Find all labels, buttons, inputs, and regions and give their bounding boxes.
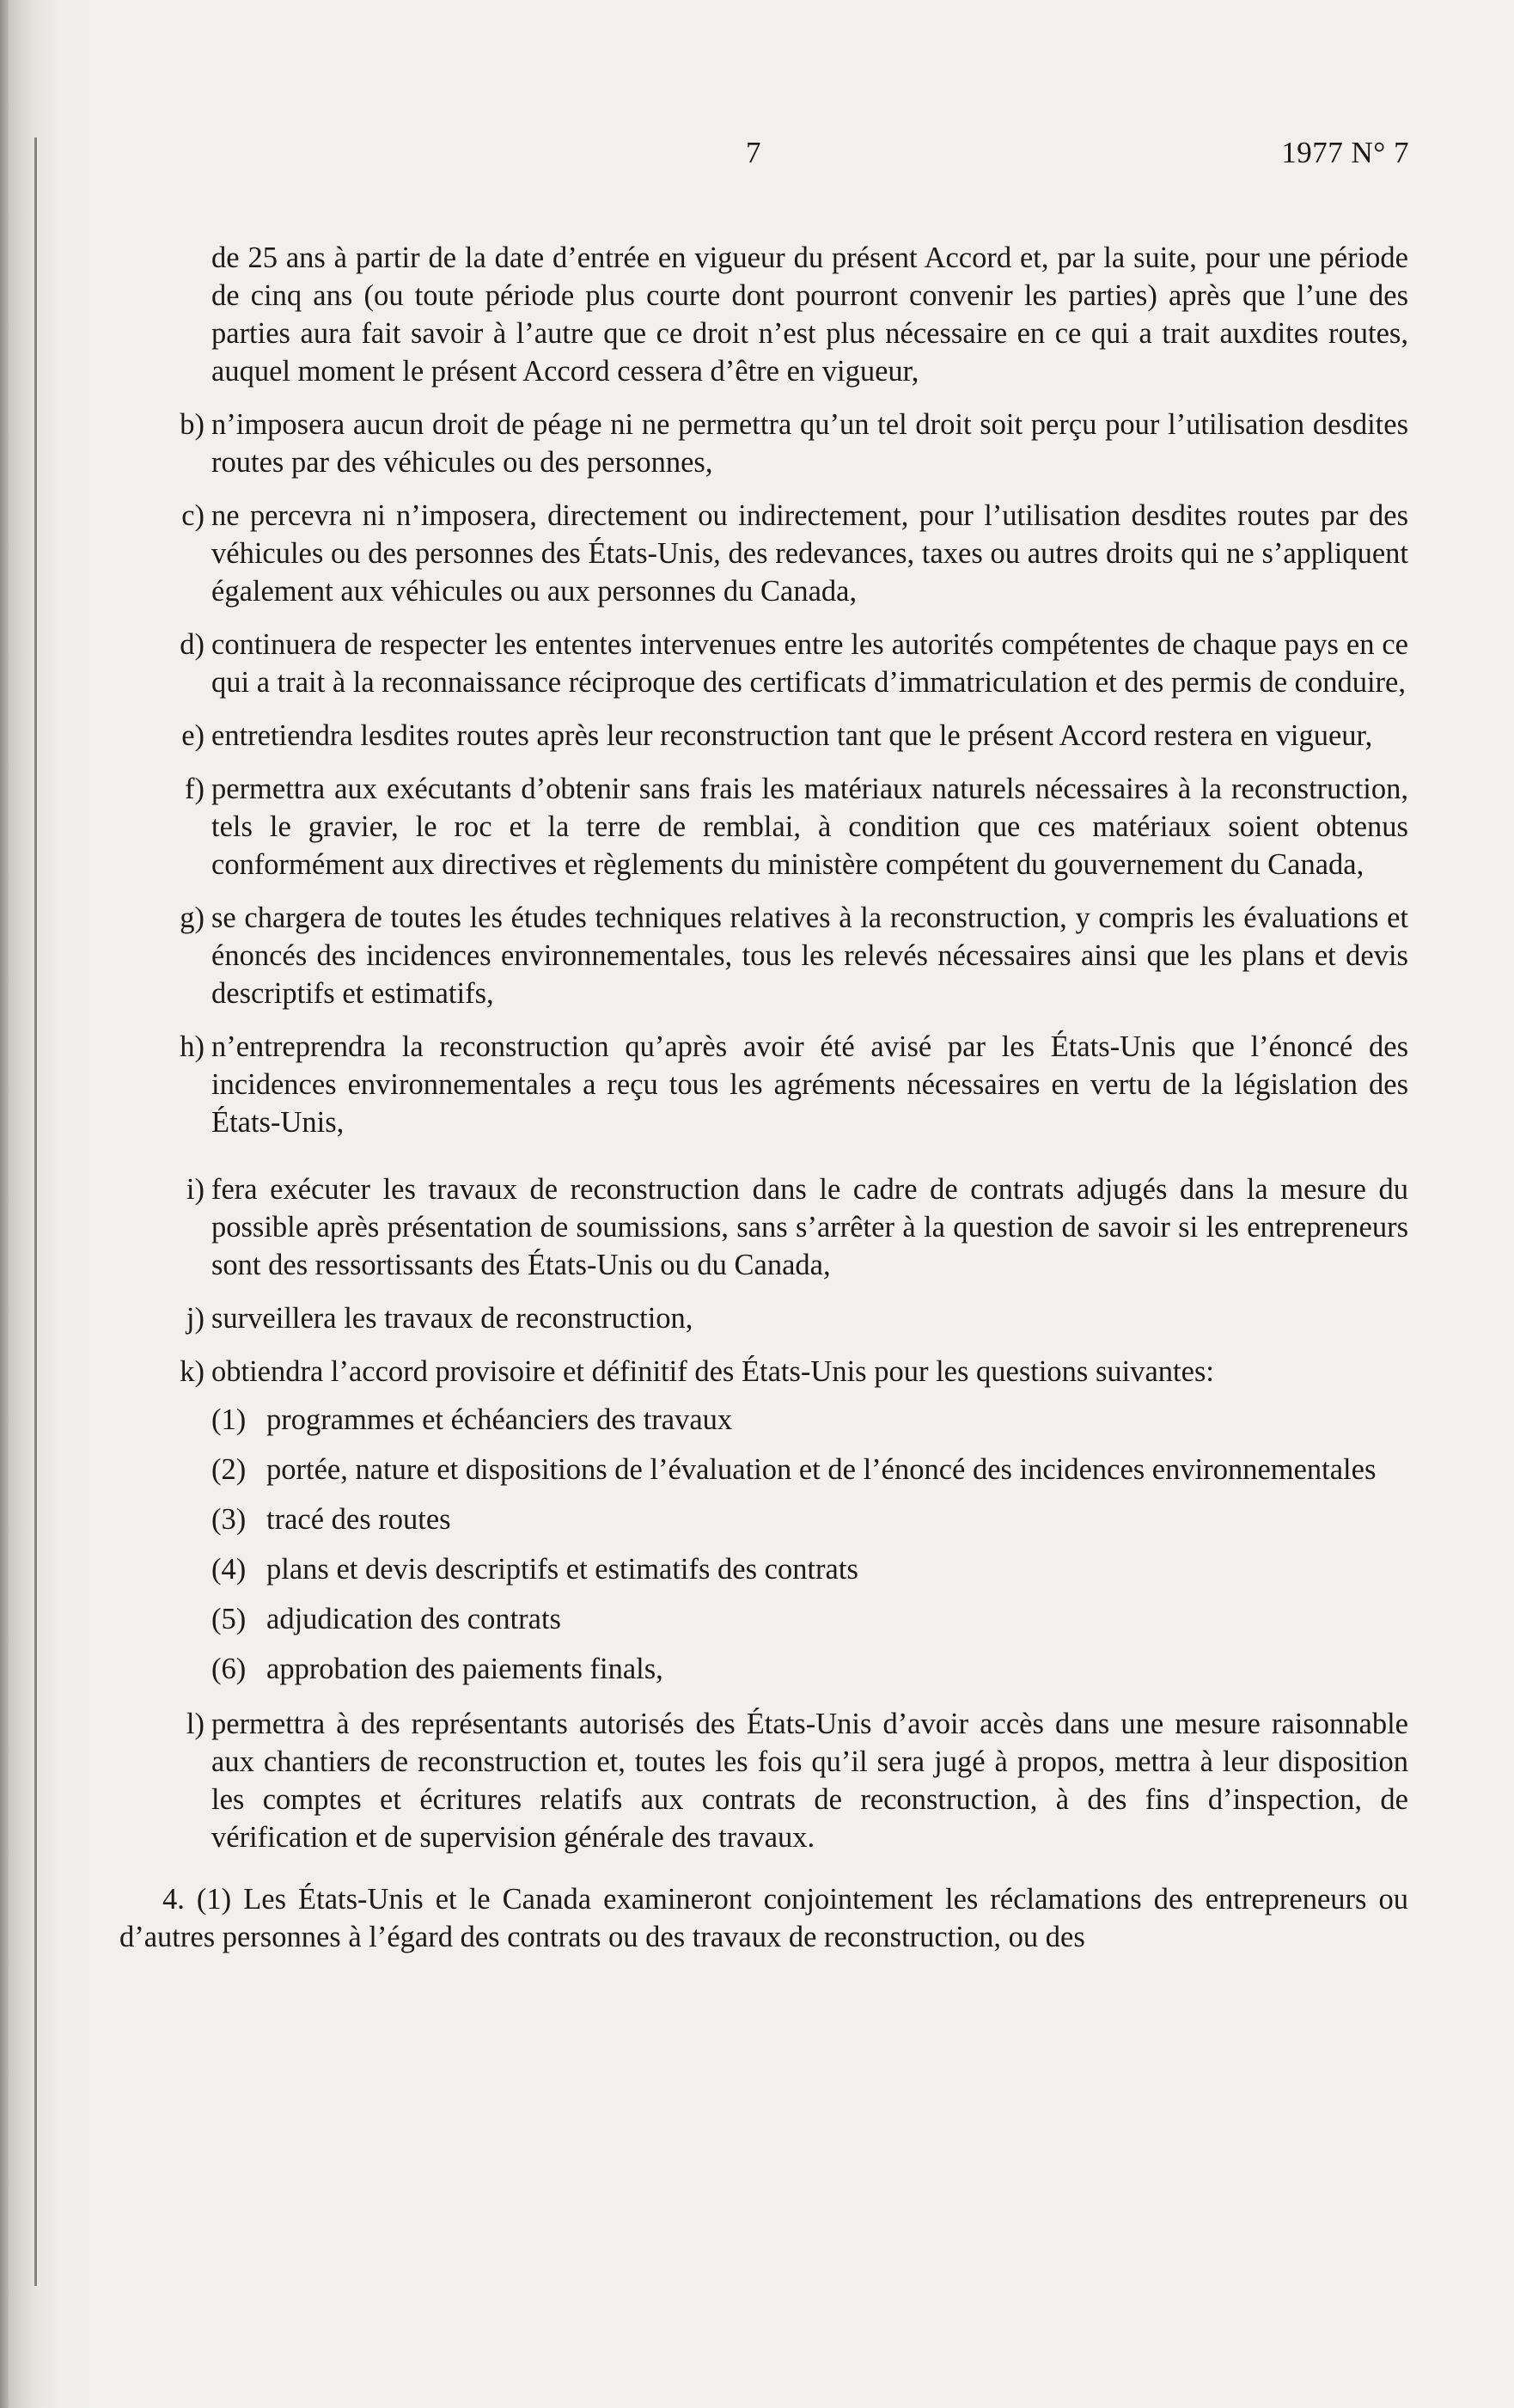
page-binding-edge (0, 0, 9, 2408)
list-item (119, 497, 1408, 610)
item-text: entretiendra lesdites routes après leur reconstruction tant que le présent Accord restera en vigueur, (211, 719, 1373, 752)
list-item (119, 1299, 1408, 1337)
item-text: surveillera les travaux de reconstruction, (211, 1302, 693, 1335)
continuation-text: de 25 ans à partir de la date d’entrée en vigueur du présent Accord et, par la suite, pour une période de cinq ans (ou toute période plus courte dont pourront convenir les parties) après que l’une des parties aura fait savoir à l’autre que ce droit n’est plus nécessaire en ce qui a trait auxdites routes, auquel moment le présent Accord cessera d’être en vigueur, (211, 241, 1408, 388)
sub-list-item (211, 1600, 1408, 1638)
subitem-marker: (5) (211, 1603, 247, 1635)
paragraph-4: 4. (1) Les États-Unis et le Canada examineront conjointement les réclamations des entrepreneurs ou d’autres personnes à l’égard des contrats ou des travaux de reconstruction, ou des (119, 1883, 1408, 1953)
list-item (119, 1353, 1408, 1390)
list-item (119, 770, 1408, 883)
subitem-text: adjudication des contrats (266, 1603, 561, 1635)
margin-rule (34, 138, 37, 2286)
item-text: ne percevra ni n’imposera, directement ou indirectement, pour l’utilisation desdites routes par des véhicules ou des personnes des États-Unis, des redevances, taxes ou autres droits qui ne s’appliquent également aux véhicules ou aux personnes du Canada, (211, 499, 1408, 608)
item-marker: k) (180, 1355, 205, 1388)
item-text: permettra à des représentants autorisés des États-Unis d’avoir accès dans une mesure raisonnable aux chantiers de reconstruction et, toutes les fois qu’il sera jugé à propos, mettra à leur disposition les comptes et écritures relatifs aux contrats de reconstruction, à des fins d’inspection, de vérification et de supervision générale des travaux. (211, 1708, 1408, 1854)
item-text: obtiendra l’accord provisoire et définitif des États-Unis pour les questions suivantes: (211, 1355, 1214, 1388)
sub-list-item (211, 1451, 1408, 1488)
subitem-marker: (6) (211, 1653, 247, 1685)
list-item (119, 406, 1408, 481)
item-text: permettra aux exécutants d’obtenir sans frais les matériaux naturels nécessaires à la reconstruction, tels le gravier, le roc et la terre de remblai, à condition que ces matériaux soient obtenus conformément aux directives et règlements du ministère compétent du gouvernement du Canada, (211, 773, 1408, 881)
subitem-marker: (1) (211, 1403, 247, 1436)
item-marker: g) (180, 901, 205, 934)
item-marker: l) (186, 1708, 205, 1740)
page-number: 7 (746, 136, 761, 169)
sub-list-item (211, 1650, 1408, 1688)
item-text: continuera de respecter les ententes intervenues entre les autorités compétentes de chaque pays en ce qui a trait à la reconnaissance réciproque des certificats d’immatriculation et des permis de conduire, (211, 628, 1408, 699)
item-text: n’imposera aucun droit de péage ni ne permettra qu’un tel droit soit perçu pour l’utilisation desdites routes par des véhicules ou des personnes, (211, 408, 1408, 479)
subitem-text: plans et devis descriptifs et estimatifs des contrats (266, 1553, 858, 1586)
subitem-text: programmes et échéanciers des travaux (266, 1403, 733, 1436)
sub-list-item (211, 1401, 1408, 1439)
item-text: fera exécuter les travaux de reconstruction dans le cadre de contrats adjugés dans la mesure du possible après présentation de soumissions, sans s’arrêter à la question de savoir si les entrepreneurs sont des ressortissants des États-Unis ou du Canada, (211, 1173, 1408, 1281)
subitem-text: portée, nature et dispositions de l’évaluation et de l’énoncé des incidences environnementales (266, 1453, 1377, 1486)
item-marker: f) (185, 773, 205, 805)
item-marker: j) (186, 1302, 205, 1335)
list-item (119, 1170, 1408, 1284)
item-marker: e) (181, 719, 205, 752)
header-reference: 1977 N° 7 (1281, 136, 1409, 169)
sub-list-item (211, 1500, 1408, 1538)
item-text: se chargera de toutes les études techniques relatives à la reconstruction, y compris les évaluations et énoncés des incidences environnementales, tous les relevés nécessaires ainsi que les plans et devis descriptifs et estimatifs, (211, 901, 1408, 1010)
subitem-marker: (4) (211, 1553, 247, 1586)
list-item (119, 717, 1408, 755)
document-body (119, 239, 1408, 1956)
item-marker: b) (180, 408, 205, 441)
list-item (119, 1028, 1408, 1141)
list-item (119, 899, 1408, 1012)
item-marker: i) (186, 1173, 205, 1206)
list-item (119, 1705, 1408, 1856)
subitem-marker: (3) (211, 1503, 247, 1536)
item-text: n’entreprendra la reconstruction qu’après avoir été avisé par les États-Unis que l’énoncé des incidences environnementales a reçu tous les agréments nécessaires en vertu de la législation des États-Unis, (211, 1030, 1408, 1139)
subitem-text: tracé des routes (266, 1503, 451, 1536)
sub-list-item (211, 1550, 1408, 1588)
subitem-marker: (2) (211, 1453, 247, 1486)
item-marker: d) (180, 628, 205, 661)
subitem-text: approbation des paiements finals, (266, 1653, 663, 1685)
item-marker: h) (180, 1030, 205, 1063)
list-item (119, 626, 1408, 701)
item-marker: c) (181, 499, 205, 532)
